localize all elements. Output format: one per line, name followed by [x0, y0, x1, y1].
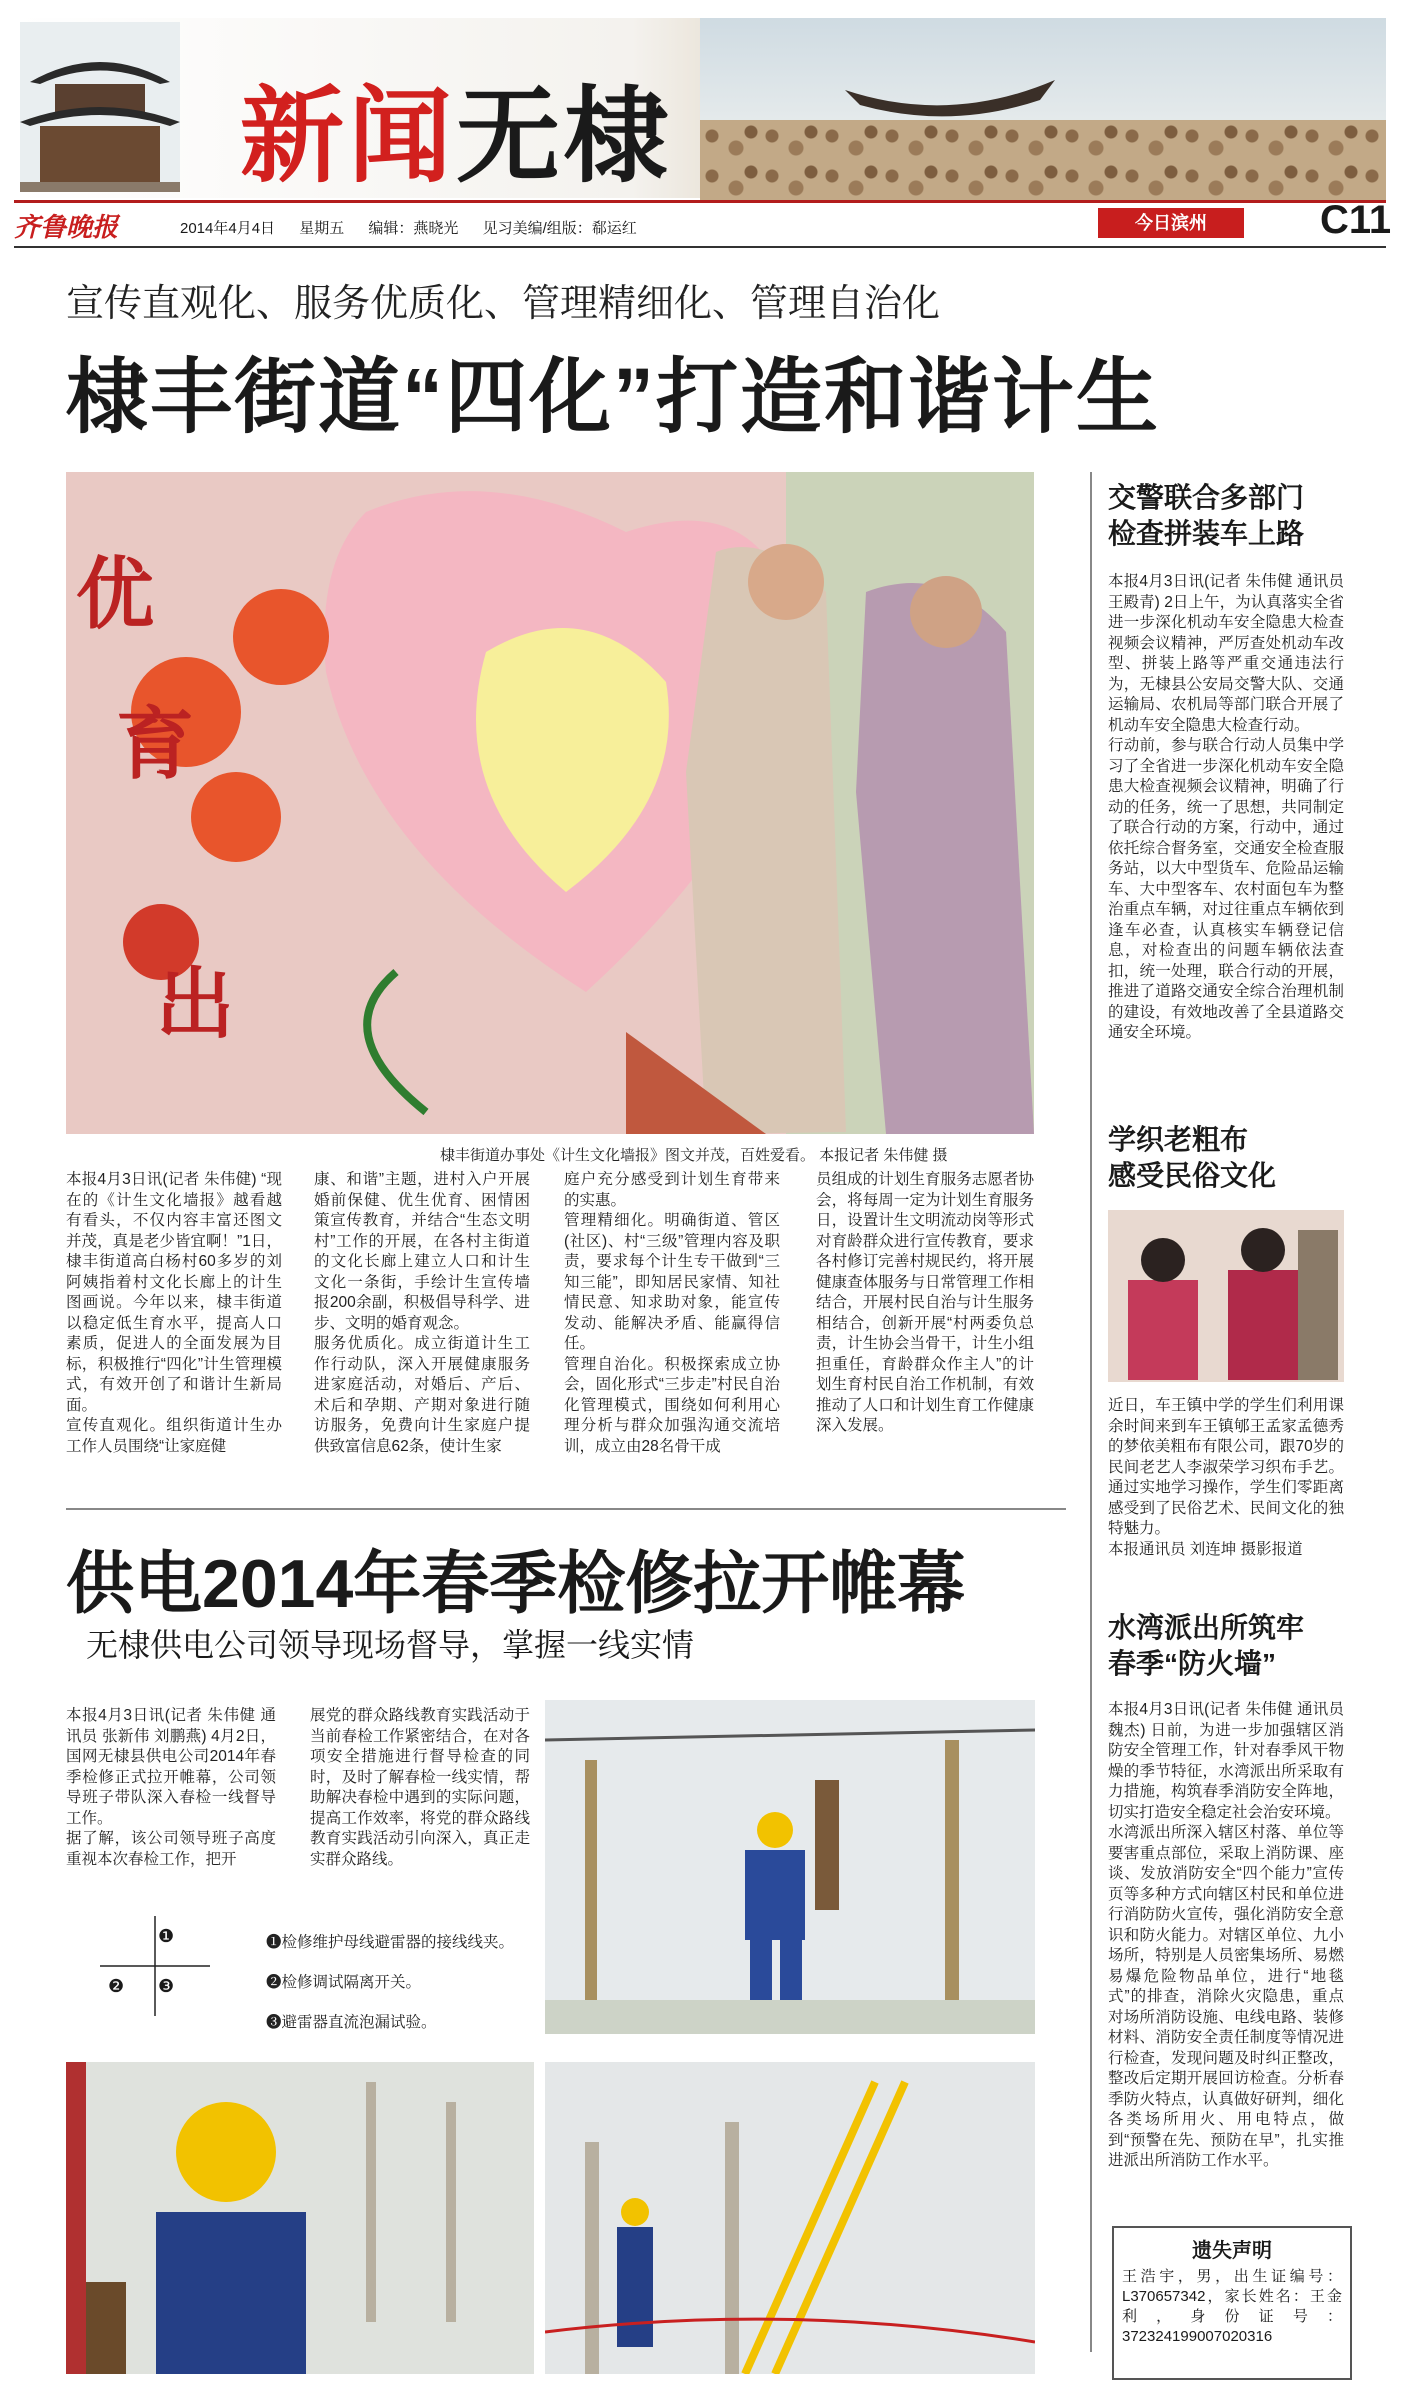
newspaper-logo: 齐鲁晚报	[14, 213, 119, 243]
lead-photo	[66, 472, 1034, 1134]
photo-legend-2: ❷检修调试隔离开关。	[266, 1974, 422, 1991]
mural-char-1: 优	[76, 549, 155, 640]
notice-body: 王浩宇，男，出生证编号：L370657342，家长姓名：王金利，身份证号：372324199007020316	[1122, 2268, 1342, 2345]
second-subhead: 无棣供电公司领导现场督导，掌握一线实情	[86, 1627, 695, 1663]
pagoda-illustration	[20, 22, 180, 192]
photo-legend-1: ❶检修维护母线避雷器的接线线夹。	[266, 1934, 515, 1951]
lead-photo-caption: 棣丰街道办事处《计生文化墙报》图文并茂，百姓爱看。 本报记者 朱伟健 摄	[440, 1147, 948, 1164]
lead-kicker: 宣传直观化、服务优质化、管理精细化、管理自治化	[66, 283, 941, 325]
photo-legend-3: ❸避雷器直流泡漏试验。	[266, 2014, 437, 2031]
sidebar-divider	[1090, 472, 1092, 2352]
notice-title: 遗失声明	[1192, 2240, 1272, 2262]
sidebar-2-headline: 学织老粗布 感受民俗文化	[1108, 1124, 1277, 1191]
index-marker-1: ❶	[158, 1926, 175, 1947]
masthead-title-red: 新闻	[240, 74, 457, 197]
mural-char-3: 出	[156, 959, 235, 1050]
sidebar-3-headline: 水湾派出所筑牢 春季“防火墙”	[1108, 1612, 1305, 1679]
index-marker-2: ❷	[108, 1976, 125, 1997]
lead-headline: 棣丰街道“四化”打造和谐计生	[66, 352, 1161, 443]
technician-photo-art	[66, 2062, 534, 2374]
boat-illustration	[840, 70, 1060, 120]
second-headline: 供电2014年春季检修拉开帷幕	[66, 1546, 966, 1622]
page-number: C11	[1320, 198, 1392, 242]
editor-credit: 编辑：燕晓光	[368, 220, 459, 237]
second-column-2: 展党的群众路线教育实践活动于当前春检工作紧密结合，在对各项安全措施进行督导检查的同时，及时了解春检一线实情，帮助解决春检中遇到的实际问题，提高工作效率，将党的群众路线教育实践活动引向深入，真正走实群众路线。	[310, 1707, 530, 1868]
issue-date: 2014年4月4日	[180, 220, 276, 237]
shell-beach	[700, 120, 1386, 200]
sidebar-2-body: 近日，车王镇中学的学生们利用课余时间来到车王镇郇王孟家孟德秀的梦依美粗布有限公司，跟70岁的民间老艺人李淑荣学习织布手艺。通过实地学习操作，学生们零距离感受到了民俗艺术、民间文化的独特魅力。 本报通讯员 刘连坤 摄影报道	[1108, 1397, 1344, 1558]
ladder-photo-art	[545, 2062, 1035, 2374]
header-rule	[14, 200, 1386, 203]
sidebar-1-headline: 交警联合多部门 检查拼装车上路	[1108, 482, 1305, 549]
masthead-title	[240, 52, 672, 202]
layout-credit: 见习美编/组版：郗运红	[482, 220, 637, 237]
issue-info	[180, 217, 657, 238]
sidebar-3-body: 本报4月3日讯(记者 朱伟健 通讯员 魏杰) 日前，为进一步加强辖区消防安全管理工作，针对春季风干物燥的季节特征，水湾派出所采取有力措施，构筑春季消防安全阵地，切实打造安全稳定社会治安环境。 水湾派出所深入辖区村落、单位等要害重点部位，采取上消防课、座谈、发放消防安全“四个能力”宣传页等多种方式向辖区村民和单位进行消防防火宣传，强化消防安全意识和防火能力。对辖区单位、九小场所，特别是人员密集场所、易燃易爆危险物品单位，进行“地毯式”的排查，消除火灾隐患，重点对场所消防设施、电线电路、装修材料、消防安全责任制度等情况进行检查，发现问题及时纠正整改，整改后定期开展回访检查。分析春季防火特点，认真做好研判，细化各类场所用火、用电特点，做到“预警在先、预防在早”，扎实推进派出所消防工作水平。	[1108, 1701, 1344, 2169]
lead-column-4: 员组成的计划生育服务志愿者协会，将每周一定为计划生育服务日，设置计生文明流动岗等形式对育龄群众进行宣传教育，要求各村修订完善村规民约，将开展健康查体服务与日常管理工作相结合，开展村民自治与计生服务相结合，创新开展“村两委负总责，计生协会当骨干，计生小组担重任，育龄群众作主人”的计划生育村民自治工作机制，有效推动了人口和计划生育工作健康深入发展。	[816, 1171, 1034, 1434]
ladder-photo	[545, 2062, 1035, 2374]
weaving-photo-art	[1108, 1210, 1344, 1382]
mural-char-2: 育	[116, 699, 195, 790]
technician-photo	[66, 2062, 534, 2374]
weaving-photo	[1108, 1210, 1344, 1382]
second-column-1: 本报4月3日讯(记者 朱伟健 通讯员 张新伟 刘鹏燕) 4月2日，国网无棣县供电公司2014年春季检修正式拉开帷幕，公司领导班子带队深入春检一线督导工作。 据了解，该公司领导班子高度重视本次春检工作，把开	[66, 1707, 276, 1868]
lead-column-3: 庭户充分感受到计划生育带来的实惠。 管理精细化。明确街道、管区(社区)、村“三级”管理内容及职责，要求每个计生专干做到“三知三能”，即知居民家情、知社情民意、知求助对象，能宣传发动、能解决矛盾、能赢得信任。 管理自治化。积极探索成立协会，固化形式“三步走”村民自治化管理模式，围绕如何利用心理分析与群众加强沟通交流培训，成立由28名骨干成	[564, 1171, 780, 1455]
section-badge: 今日滨州	[1098, 208, 1244, 238]
lost-notice	[1112, 2226, 1352, 2380]
masthead-title-black: 无棣	[456, 74, 673, 197]
lineman-photo-art	[545, 1700, 1035, 2034]
index-marker-3: ❸	[158, 1976, 175, 1997]
lead-column-2: 康、和谐”主题，进村入户开展婚前保健、优生优育、困情困策宣传教育，并结合“生态文明村”工作的开展，在各村主街道的文化长廊上建立人口和计生文化一条街，手绘计生宣传墙报200余副，积极倡导科学、进步、文明的婚育观念。 服务优质化。成立街道计生工作行动队，深入开展健康服务进家庭活动，对婚后、产后、术后和孕期、产期对象进行随访服务，免费向计生家庭户提供致富信息62条，使计生家	[314, 1171, 530, 1455]
lead-column-1: 本报4月3日讯(记者 朱伟健) “现在的《计生文化墙报》越看越有看头，不仅内容丰富还图文并茂，真是老少皆宜啊！”1日，棣丰街道高白杨村60多岁的刘阿姨指着村文化长廊上的计生图画说。今年以来，棣丰街道以稳定低生育水平，提高人口素质，促进人的全面发展为目标，积极推行“四化”计生管理模式，有效开创了和谐计生新局面。 宣传直观化。组织街道计生办工作人员围绕“让家庭健	[66, 1171, 282, 1455]
photo-index-grid	[100, 1916, 210, 2016]
story-divider	[66, 1508, 1066, 1510]
sidebar-1-body: 本报4月3日讯(记者 朱伟健 通讯员 王殿青) 2日上午，为认真落实全省进一步深化机动车安全隐患大检查视频会议精神，严厉查处机动车改型、拼装上路等严重交通违法行为，无棣县公安局交警大队、交通运输局、农机局等部门联合开展了机动车安全隐患大检查行动。 行动前，参与联合行动人员集中学习了全省进一步深化机动车安全隐患大检查视频会议精神，明确了行动的任务，统一了思想，共同制定了联合行动的方案，行动中，通过依托综合督务室，交通安全检查服务站，以大中型货车、危险品运输车、大中型客车、农村面包车为整治重点车辆，对过往重点车辆依到逢车必查，认真核实车辆登记信息，对检查出的问题车辆依法查扣，统一处理，联合行动的开展，推进了道路交通安全综合治理机制的建设，有效地改善了全县道路交通安全环境。	[1108, 573, 1344, 1041]
lineman-photo	[545, 1700, 1035, 2034]
issue-weekday: 星期五	[299, 220, 345, 237]
header-bottom-rule	[14, 246, 1386, 248]
